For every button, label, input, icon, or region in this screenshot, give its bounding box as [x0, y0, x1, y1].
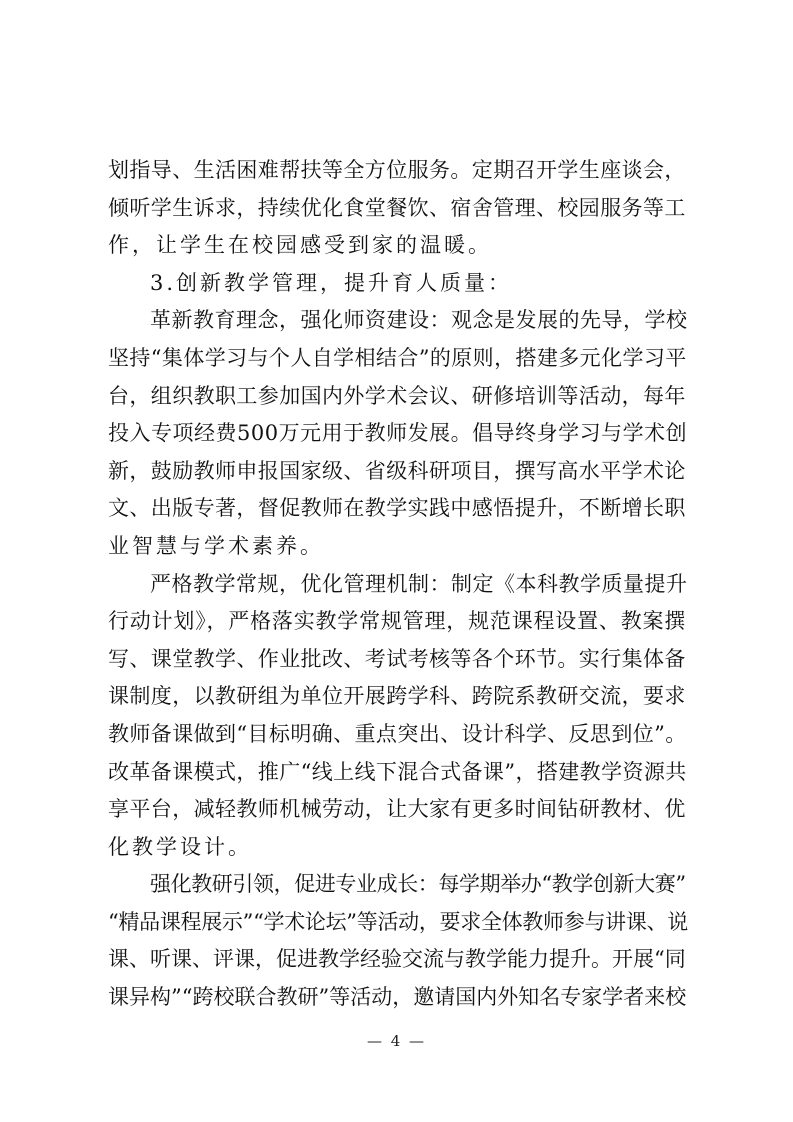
text-line: 课异构”“跨校联合教研”等活动，邀请国内外知名专家学者来校 — [108, 985, 687, 1010]
text-line: 划指导、生活困难帮扶等全方位服务。定期召开学生座谈会， — [108, 158, 686, 182]
text-line: 文、出版专著，督促教师在教学实践中感悟提升，不断增长职 — [108, 496, 686, 521]
page-number: — 4 — — [366, 1032, 427, 1050]
text-line: 业智慧与学术素养。 — [108, 533, 324, 558]
text-line: 写、课堂教学、作业批改、考试考核等各个环节。实行集体备 — [108, 646, 686, 671]
paragraph-first-line: 严格教学常规，优化管理机制：制定《本科教学质量提升 — [150, 571, 688, 596]
text-line: 投入专项经费500万元用于教师发展。倡导终身学习与学术创 — [108, 421, 688, 446]
text-line: 化教学设计。 — [108, 834, 252, 859]
text-line: 教师备课做到“目标明确、重点突出、设计科学、反思到位”。 — [108, 721, 687, 746]
text-line: 坚持“集体学习与个人自学相结合”的原则，搭建多元化学习平 — [108, 345, 687, 370]
text-line: 课制度，以教研组为单位开展跨学科、跨院系教研交流，要求 — [108, 684, 686, 709]
text-line: 作，让学生在校园感受到家的温暖。 — [108, 233, 492, 258]
section-heading: 3.创新教学管理，提升育人质量： — [150, 270, 513, 295]
text-line: 享平台，减轻教师机械劳动，让大家有更多时间钻研教材、优 — [108, 797, 686, 822]
document-body — [108, 152, 688, 1017]
text-line: 台，组织教职工参加国内外学术会议、研修培训等活动，每年 — [108, 383, 686, 408]
paragraph-first-line: 强化教研引领，促进专业成长：每学期举办“教学创新大赛” — [150, 872, 686, 897]
text-line: 改革备课模式，推广“线上线下混合式备课”，搭建教学资源共 — [108, 759, 687, 784]
paragraph-first-line: 革新教育理念，强化师资建设：观念是发展的先导，学校 — [150, 308, 688, 333]
text-line: 行动计划》，严格落实教学常规管理，规范课程设置、教案撰 — [108, 609, 687, 634]
text-line: 倾听学生诉求，持续优化食堂餐饮、宿舍管理、校园服务等工 — [108, 195, 686, 220]
text-line: 课、听课、评课，促进教学经验交流与教学能力提升。开展“同 — [108, 947, 686, 972]
text-line: 新，鼓励教师申报国家级、省级科研项目，撰写高水平学术论 — [108, 458, 686, 483]
text-line: “精品课程展示”“学术论坛”等活动，要求全体教师参与讲课、说 — [108, 909, 688, 934]
